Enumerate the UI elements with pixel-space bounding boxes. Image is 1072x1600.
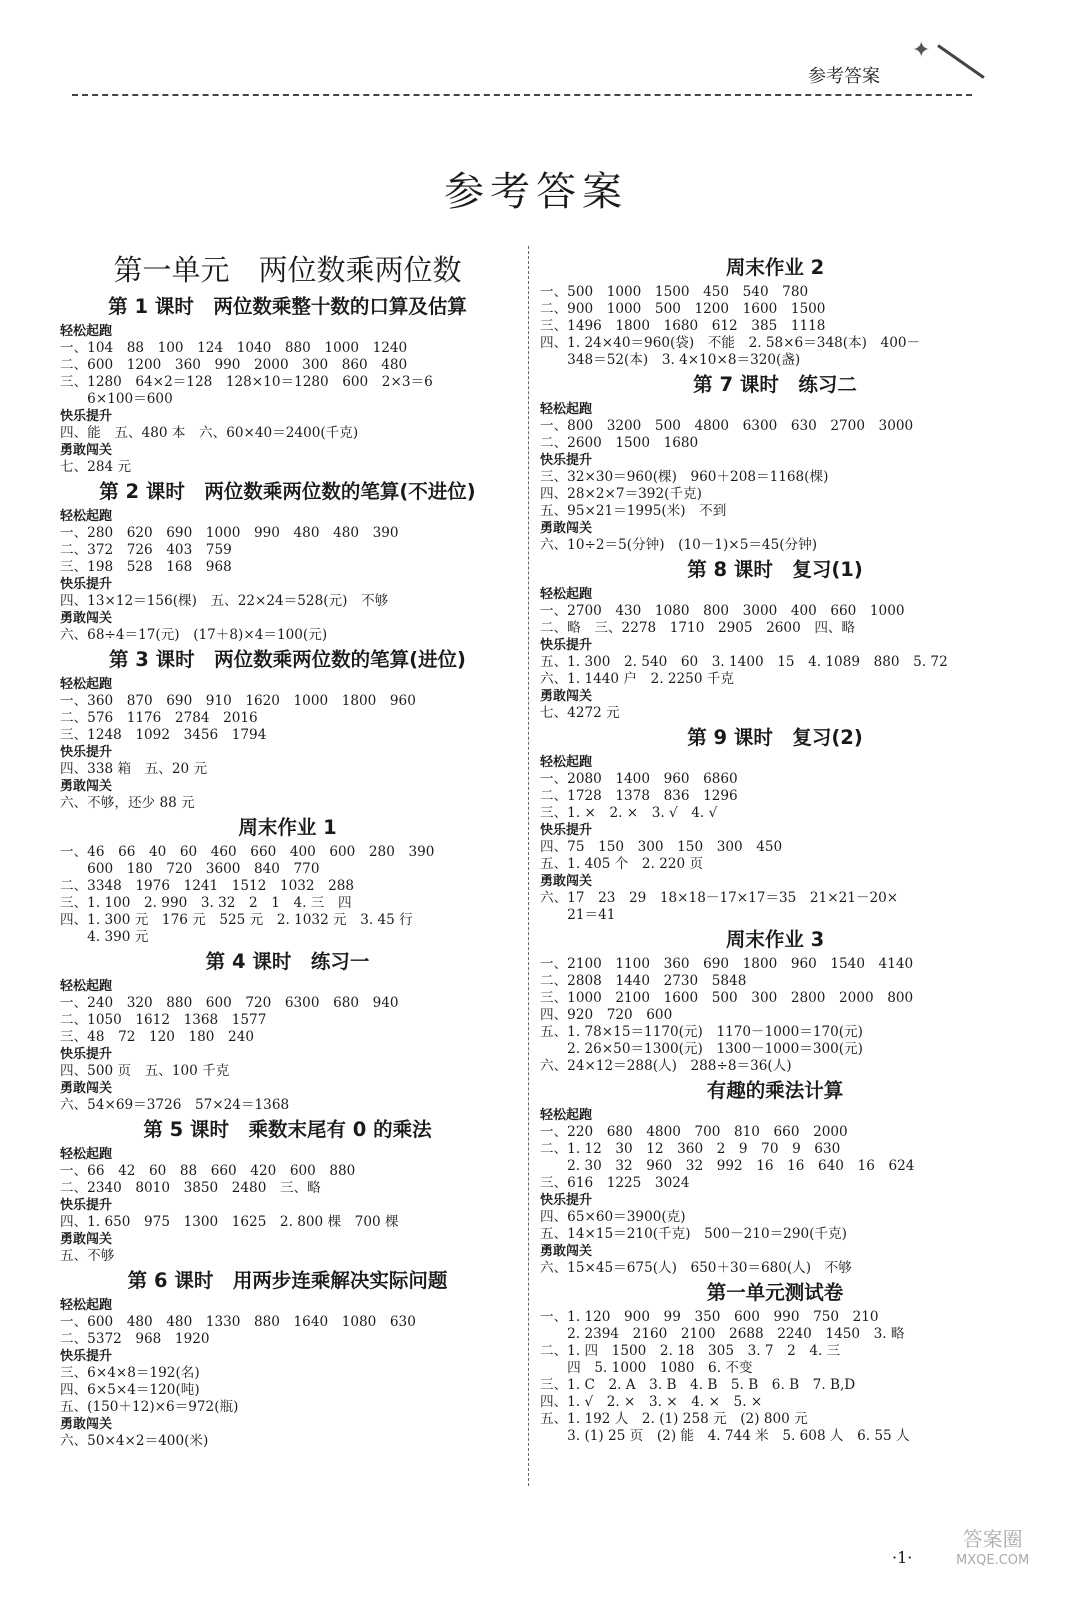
answer-line: 二、1. 四 1500 2. 18 305 3. 7 2 4. 三: [540, 1343, 841, 1359]
answer-line: 二、5372 968 1920: [60, 1331, 210, 1347]
answer-line: 二、1728 1378 836 1296: [540, 788, 738, 804]
answer-line: 2. 30 32 960 32 992 16 16 640 16 624: [540, 1158, 915, 1174]
answer-line: 一、46 66 40 60 460 660 400 600 280 390: [60, 844, 435, 860]
unit-title: 第一单元 两位数乘两位数: [113, 253, 462, 287]
answer-line: 四、65×60＝3900(克): [540, 1209, 686, 1225]
answer-line: 二、576 1176 2784 2016: [60, 710, 258, 726]
section-label: 快乐提升: [540, 453, 593, 468]
column-divider: [528, 246, 529, 1486]
lesson-heading: 第 6 课时 用两步连乘解决实际问题: [127, 1269, 448, 1292]
answer-line: 六、1. 1440 户 2. 2250 千克: [540, 671, 734, 687]
section-label: 快乐提升: [540, 823, 593, 838]
answer-line: 6×100＝600: [60, 391, 173, 407]
lesson-heading: 第 4 课时 练习一: [205, 950, 370, 973]
answer-line: 六、24×12＝288(人) 288÷8＝36(人): [540, 1058, 792, 1074]
lesson-heading: 第 9 课时 复习(2): [687, 726, 863, 749]
section-label: 勇敢闯关: [60, 1417, 113, 1432]
section-label: 勇敢闯关: [60, 611, 113, 626]
answer-line: 五、1. 300 2. 540 60 3. 1400 15 4. 1089 880 5. 72: [540, 654, 948, 670]
answer-line: 3. (1) 25 页 (2) 能 4. 744 米 5. 608 人 6. 55 人: [540, 1428, 910, 1444]
section-label: 快乐提升: [60, 409, 113, 424]
section-label: 勇敢闯关: [540, 689, 593, 704]
answer-line: 一、220 680 4800 700 810 660 2000: [540, 1124, 848, 1140]
section-label: 轻松起跑: [540, 1108, 593, 1123]
answer-line: 四、6×5×4＝120(吨): [60, 1382, 200, 1398]
answer-line: 四、1. 24×40＝960(袋) 不能 2. 58×6＝348(本) 400－: [540, 335, 921, 351]
answer-line: 三、1280 64×2＝128 128×10＝1280 600 2×3＝6: [60, 374, 433, 390]
answer-line: 五、1. 405 个 2. 220 页: [540, 856, 704, 872]
answer-line: 一、1. 120 900 99 350 600 990 750 210: [540, 1309, 879, 1325]
answer-line: 三、48 72 120 180 240: [60, 1029, 254, 1045]
section-label: 轻松起跑: [60, 1147, 113, 1162]
section-label: 轻松起跑: [60, 509, 113, 524]
answer-line: 五、1. 78×15＝1170(元) 1170－1000＝170(元): [540, 1024, 863, 1040]
lesson-heading: 周末作业 2: [725, 256, 825, 279]
answer-line: 三、1. C 2. A 3. B 4. B 5. B 6. B 7. B,D: [540, 1377, 856, 1393]
answer-line: 二、1050 1612 1368 1577: [60, 1012, 267, 1028]
answer-line: 4. 390 元: [60, 929, 149, 945]
answer-line: 二、900 1000 500 1200 1600 1500: [540, 301, 826, 317]
answer-line: 五、不够: [60, 1248, 115, 1264]
section-label: 勇敢闯关: [60, 779, 113, 794]
section-label: 勇敢闯关: [540, 1244, 593, 1259]
answer-line: 二、600 1200 360 990 2000 300 860 480: [60, 357, 408, 373]
answer-line: 四、338 箱 五、20 元: [60, 761, 208, 777]
page-title: 参考答案: [444, 169, 628, 215]
answer-line: 五、(150＋12)×6＝972(瓶): [60, 1399, 239, 1415]
section-label: 轻松起跑: [540, 755, 593, 770]
answer-line: 2. 26×50＝1300(元) 1300－1000＝300(元): [540, 1041, 863, 1057]
section-label: 勇敢闯关: [60, 443, 113, 458]
section-label: 快乐提升: [60, 745, 113, 760]
section-label: 勇敢闯关: [540, 874, 593, 889]
answer-line: 三、1496 1800 1680 612 385 1118: [540, 318, 826, 334]
answer-line: 一、800 3200 500 4800 6300 630 2700 3000: [540, 418, 914, 434]
answer-line: 一、2700 430 1080 800 3000 400 660 1000: [540, 603, 905, 619]
answer-line: 四、1. 300 元 176 元 525 元 2. 1032 元 3. 45 行: [60, 912, 413, 928]
section-label: 轻松起跑: [540, 402, 593, 417]
section-label: 快乐提升: [60, 1349, 113, 1364]
answer-line: 四 5. 1000 1080 6. 不变: [540, 1360, 753, 1376]
watermark-logo: 答案圈 MXQE.COM: [956, 1527, 1030, 1568]
answer-line: 四、1. 650 975 1300 1625 2. 800 棵 700 棵: [60, 1214, 399, 1230]
answer-line: 三、616 1225 3024: [540, 1175, 690, 1191]
answer-line: 二、略 三、2278 1710 2905 2600 四、略: [540, 620, 856, 636]
lesson-heading: 第 8 课时 复习(1): [687, 558, 863, 581]
lesson-heading: 周末作业 3: [725, 928, 825, 951]
answer-line: 三、6×4×8＝192(名): [60, 1365, 200, 1381]
answer-line: 四、75 150 300 150 300 450: [540, 839, 783, 855]
running-header: 参考答案: [808, 66, 880, 87]
answer-line: 二、1. 12 30 12 360 2 9 70 9 630: [540, 1141, 841, 1157]
section-label: 勇敢闯关: [540, 521, 593, 536]
answer-line: 三、1. × 2. × 3. √ 4. √: [540, 805, 718, 821]
section-label: 勇敢闯关: [60, 1081, 113, 1096]
answer-line: 四、能 五、480 本 六、60×40＝2400(千克): [60, 425, 359, 441]
lesson-heading: 周末作业 1: [238, 816, 337, 839]
lesson-heading: 第 2 课时 两位数乘两位数的笔算(不进位): [99, 480, 476, 503]
answer-line: 一、66 42 60 88 660 420 600 880: [60, 1163, 356, 1179]
answer-line: 七、284 元: [60, 459, 132, 475]
lesson-heading: 第 5 课时 乘数末尾有 0 的乘法: [143, 1118, 432, 1141]
section-label: 勇敢闯关: [60, 1232, 113, 1247]
answer-line: 四、920 720 600: [540, 1007, 673, 1023]
answer-line: 二、2808 1440 2730 5848: [540, 973, 747, 989]
lesson-heading: 第 1 课时 两位数乘整十数的口算及估算: [108, 295, 467, 318]
section-label: 轻松起跑: [60, 677, 113, 692]
section-label: 快乐提升: [540, 1193, 593, 1208]
answer-line: 一、280 620 690 1000 990 480 480 390: [60, 525, 399, 541]
section-label: 轻松起跑: [60, 1298, 113, 1313]
answer-line: 21＝41: [540, 907, 616, 923]
answer-line: 三、1000 2100 1600 500 300 2800 2000 800: [540, 990, 914, 1006]
answer-line: 二、2600 1500 1680: [540, 435, 699, 451]
answer-line: 三、1. 100 2. 990 3. 32 2 1 4. 三 四: [60, 895, 352, 911]
answer-line: 六、15×45＝675(人) 650＋30＝680(人) 不够: [540, 1260, 852, 1276]
answer-line: 二、2340 8010 3850 2480 三、略: [60, 1180, 321, 1196]
answer-line: 348＝52(本) 3. 4×10×8＝320(盏): [540, 352, 801, 368]
header-divider: [72, 94, 972, 96]
answer-line: 三、32×30＝960(棵) 960＋208＝1168(棵): [540, 469, 829, 485]
answer-line: 四、28×2×7＝392(千克): [540, 486, 702, 502]
page-number: ·1·: [892, 1548, 913, 1567]
left-column: [60, 252, 515, 1450]
section-label: 轻松起跑: [60, 324, 113, 339]
answer-line: 四、1. √ 2. × 3. × 4. × 5. ×: [540, 1394, 763, 1410]
answer-line: 五、14×15＝210(千克) 500－210＝290(千克): [540, 1226, 847, 1242]
answer-line: 600 180 720 3600 840 770: [60, 861, 320, 877]
answer-line: 二、372 726 403 759: [60, 542, 232, 558]
answer-line: 一、500 1000 1500 450 540 780: [540, 284, 809, 300]
lesson-heading: 有趣的乘法计算: [706, 1079, 844, 1102]
section-label: 轻松起跑: [60, 979, 113, 994]
answer-line: 一、104 88 100 124 1040 880 1000 1240: [60, 340, 408, 356]
answer-line: 一、360 870 690 910 1620 1000 1800 960: [60, 693, 416, 709]
answer-line: 六、68÷4＝17(元) (17＋8)×4＝100(元): [60, 627, 328, 643]
answer-line: 一、2080 1400 960 6860: [540, 771, 738, 787]
answer-line: 六、10÷2＝5(分钟) (10－1)×5＝45(分钟): [540, 537, 818, 553]
answer-line: 2. 2394 2160 2100 2688 2240 1450 3. 略: [540, 1326, 905, 1342]
answer-line: 七、4272 元: [540, 705, 620, 721]
answer-line: 三、1248 1092 3456 1794: [60, 727, 267, 743]
lesson-heading: 第一单元测试卷: [706, 1281, 844, 1304]
lesson-heading: 第 3 课时 两位数乘两位数的笔算(进位): [109, 648, 466, 671]
answer-line: 六、50×4×2＝400(米): [60, 1433, 209, 1449]
magic-wand-icon: [937, 44, 985, 79]
section-label: 快乐提升: [60, 1047, 113, 1062]
section-label: 快乐提升: [60, 577, 113, 592]
answer-line: 二、3348 1976 1241 1512 1032 288: [60, 878, 355, 894]
answer-line: 一、600 480 480 1330 880 1640 1080 630: [60, 1314, 416, 1330]
answer-line: 一、2100 1100 360 690 1800 960 1540 4140: [540, 956, 914, 972]
answer-line: 一、240 320 880 600 720 6300 680 940: [60, 995, 399, 1011]
lesson-heading: 第 7 课时 练习二: [693, 373, 857, 396]
star-icon: ✦: [912, 38, 931, 63]
answer-line: 三、198 528 168 968: [60, 559, 232, 575]
section-label: 轻松起跑: [540, 587, 593, 602]
answer-line: 五、1. 192 人 2. (1) 258 元 (2) 800 元: [540, 1411, 808, 1427]
answer-line: 六、54×69＝3726 57×24＝1368: [60, 1097, 290, 1113]
right-column: [540, 252, 1010, 1445]
answer-line: 四、500 页 五、100 千克: [60, 1063, 230, 1079]
section-label: 快乐提升: [540, 638, 593, 653]
answer-line: 六、不够，还少 88 元: [60, 795, 195, 811]
answer-line: 四、13×12＝156(棵) 五、22×24＝528(元) 不够: [60, 593, 389, 609]
section-label: 快乐提升: [60, 1198, 113, 1213]
answer-line: 五、95×21＝1995(米) 不到: [540, 503, 727, 519]
answer-line: 六、17 23 29 18×18－17×17＝35 21×21－20×: [540, 890, 899, 906]
